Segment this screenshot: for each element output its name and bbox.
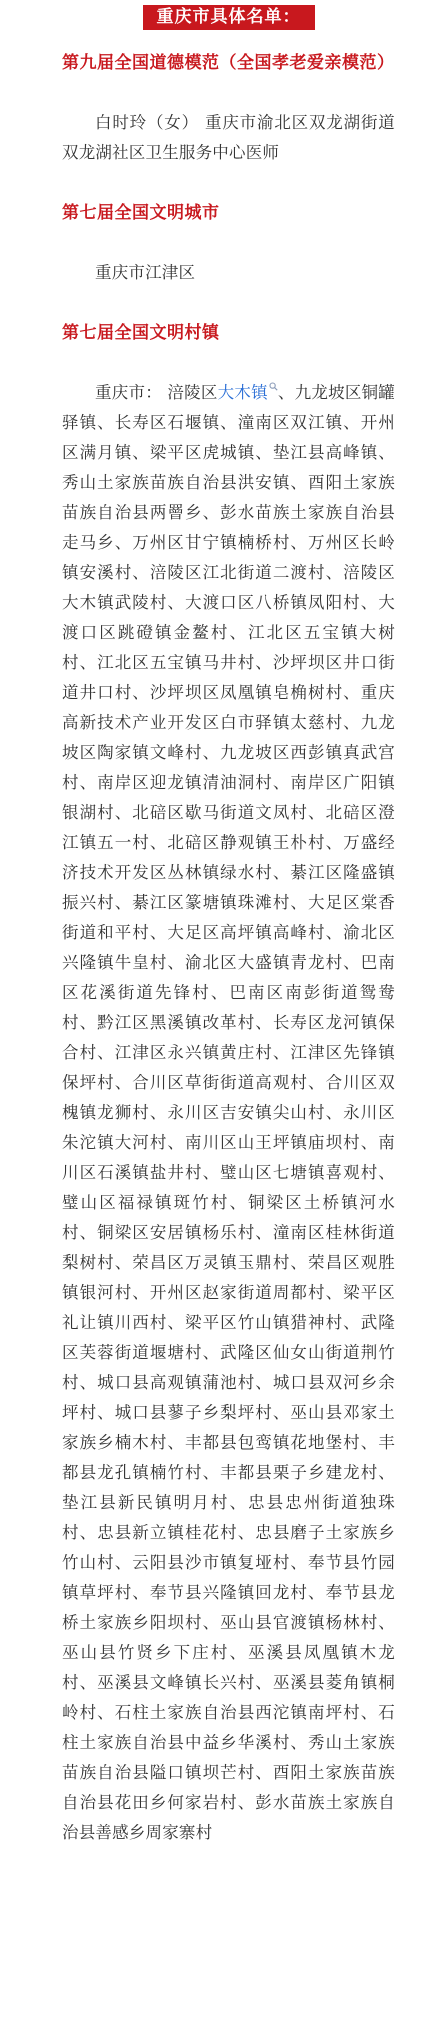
keyword-search-link[interactable]: 大木镇 — [217, 383, 268, 402]
section-body-civilized-city: 重庆市江津区 — [95, 263, 196, 282]
list-header — [62, 0, 395, 30]
section-body-moral-model: 白时玲（女） 重庆市渝北区双龙湖街道双龙湖社区卫生服务中心医师 — [62, 113, 395, 162]
village-list-rest: 、九龙坡区铜罐驿镇、长寿区石堰镇、潼南区双江镇、开州区满月镇、梁平区虎城镇、垫江县高峰镇、秀山土家族苗族自治县洪安镇、酉阳土家族苗族自治县两罾乡、彭水苗族土家族自治县走马乡、万州区甘宁镇楠桥村、万州区长岭镇安溪村、涪陵区江北街道二渡村、涪陵区大木镇武陵村、大渡口区八桥镇凤阳村、大渡口区跳磴镇金鳌村、江北区五宝镇大树村、江北区五宝镇马井村、沙坪坝区井口街道井口村、沙坪坝区凤凰镇皂桷树村、重庆高新技术产业开发区白市驿镇太慈村、九龙坡区陶家镇文峰村、九龙坡区西彭镇真武宫村、南岸区迎龙镇清油洞村、南岸区广阳镇银湖村、北碚区歇马街道文凤村、北碚区澄江镇五一村、北碚区静观镇王朴村、万盛经济技术开发区丛林镇绿水村、綦江区隆盛镇振兴村、綦江区篆塘镇珠滩村、大足区棠香街道和平村、大足区高坪镇高峰村、渝北区兴隆镇牛皇村、渝北区大盛镇青龙村、巴南区花溪街道先锋村、巴南区南彭街道鸳鸯村、黔江区黑溪镇改革村、长寿区龙河镇保合村、江津区永兴镇黄庄村、江津区先锋镇保坪村、合川区草街街道高观村、合川区双槐镇龙狮村、永川区吉安镇尖山村、永川区朱沱镇大河村、南川区山王坪镇庙坝村、南川区石溪镇盐井村、璧山区七塘镇喜观村、璧山区福禄镇斑竹村、铜梁区土桥镇河水村、铜梁区安居镇杨乐村、潼南区桂林街道梨树村、荣昌区万灵镇玉鼎村、荣昌区观胜镇银河村、开州区赵家街道周都村、梁平区礼让镇川西村、梁平区竹山镇猎神村、武隆区芙蓉街道堰塘村、武隆区仙女山街道荆竹村、城口县高观镇蒲池村、城口县双河乡余坪村、城口县蓼子乡梨坪村、巫山县邓家土家族乡楠木村、丰都县包鸾镇花地堡村、丰都县龙孔镇楠竹村、丰都县栗子乡建龙村、垫江县新民镇明月村、忠县忠州街道独珠村、忠县新立镇桂花村、忠县磨子土家族乡竹山村、云阳县沙市镇复垭村、奉节县竹园镇草坪村、奉节县兴隆镇回龙村、奉节县龙桥土家族乡阳坝村、巫山县官渡镇杨林村、巫山县竹贤乡下庄村、巫溪县凤凰镇木龙村、巫溪县文峰镇长兴村、巫溪县菱角镇桐岭村、石柱土家族自治县西沱镇南坪村、石柱土家族自治县中益乡华溪村、秀山土家族苗族自治县隘口镇坝芒村、酉阳土家族苗族自治县花田乡何家岩村、彭水苗族土家族自治县善感乡周家寨村 — [62, 383, 395, 1842]
village-list-prefix: 重庆市： 涪陵区 — [95, 383, 218, 402]
section-title-moral-model: 第九届全国道德模范（全国孝老爱亲模范） — [62, 53, 395, 73]
section-body-civilized-village — [62, 378, 395, 1848]
section-title-civilized-village: 第七届全国文明村镇 — [62, 323, 220, 343]
section-title-civilized-city: 第七届全国文明城市 — [62, 203, 220, 223]
search-icon[interactable] — [269, 382, 278, 391]
list-header-badge: 重庆市具体名单： — [143, 5, 315, 30]
